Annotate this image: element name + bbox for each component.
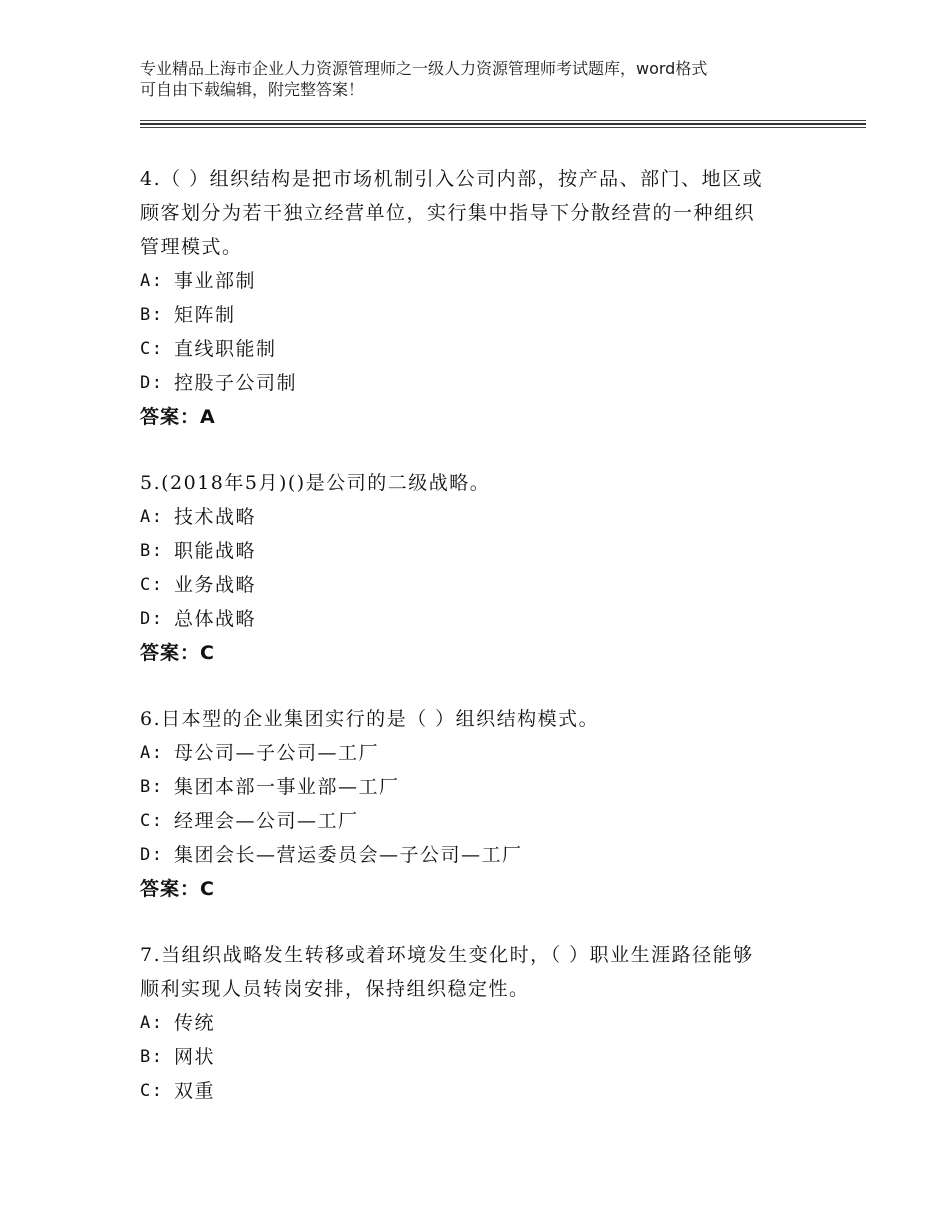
option-letter: A: — [140, 1013, 164, 1033]
header-rule-bottom — [140, 127, 866, 128]
option-row — [140, 264, 820, 298]
question-text-line: 4.（ ）组织结构是把市场机制引入公司内部，按产品、部门、地区或 — [140, 168, 764, 190]
option-row — [140, 838, 820, 872]
option-row — [140, 568, 820, 602]
option-text: 技术战略 — [174, 506, 257, 528]
option-row — [140, 602, 820, 636]
option-row — [140, 770, 820, 804]
option-row — [140, 534, 820, 568]
option-text: 双重 — [174, 1080, 216, 1102]
question-block — [140, 938, 820, 1108]
option-text: 母公司—子公司—工厂 — [174, 742, 380, 764]
question-text-line: 7.当组织战略发生转移或着环境发生变化时，（ ）职业生涯路径能够 — [140, 944, 754, 966]
option-text: 直线职能制 — [174, 338, 277, 360]
question-text-line: 6.日本型的企业集团实行的是（ ）组织结构模式。 — [140, 708, 600, 730]
option-letter: A: — [140, 271, 164, 291]
answer-line: 答案：C — [140, 642, 215, 664]
option-text: 总体战略 — [174, 608, 257, 630]
header-line-1: 专业精品上海市企业人力资源管理师之一级人力资源管理师考试题库，word格式 — [140, 59, 708, 78]
document-header — [140, 58, 810, 100]
option-letter: B: — [140, 305, 164, 325]
option-row — [140, 1040, 820, 1074]
option-letter: C: — [140, 1081, 164, 1101]
option-letter: A: — [140, 507, 164, 527]
option-letter: B: — [140, 541, 164, 561]
option-text: 矩阵制 — [174, 304, 236, 326]
option-text: 网状 — [174, 1046, 216, 1068]
option-letter: A: — [140, 743, 164, 763]
option-row — [140, 500, 820, 534]
option-text: 控股子公司制 — [174, 372, 298, 394]
option-row — [140, 1006, 820, 1040]
option-text: 职能战略 — [174, 540, 257, 562]
answer-line: 答案：C — [140, 878, 215, 900]
answer-line: 答案：A — [140, 406, 216, 428]
question-list — [140, 162, 820, 1140]
option-letter: D: — [140, 845, 164, 865]
question-block — [140, 162, 820, 434]
option-row — [140, 1074, 820, 1108]
option-text: 传统 — [174, 1012, 216, 1034]
option-letter: D: — [140, 373, 164, 393]
option-letter: B: — [140, 777, 164, 797]
option-text: 集团本部一事业部—工厂 — [174, 776, 400, 798]
option-row — [140, 332, 820, 366]
question-block — [140, 702, 820, 906]
header-rule-middle — [140, 123, 866, 125]
option-text: 集团会长—营运委员会—子公司—工厂 — [174, 844, 523, 866]
option-letter: C: — [140, 339, 164, 359]
option-row — [140, 804, 820, 838]
option-text: 事业部制 — [174, 270, 257, 292]
option-text: 业务战略 — [174, 574, 257, 596]
option-letter: D: — [140, 609, 164, 629]
option-letter: C: — [140, 811, 164, 831]
option-row — [140, 298, 820, 332]
option-row — [140, 736, 820, 770]
question-text-line: 顾客划分为若干独立经营单位，实行集中指导下分散经营的一种组织 — [140, 202, 756, 224]
option-letter: C: — [140, 575, 164, 595]
question-text-line: 5.(2018年5月)()是公司的二级战略。 — [140, 472, 491, 494]
header-rule-top — [140, 120, 866, 121]
question-block — [140, 466, 820, 670]
question-text-line: 顺利实现人员转岗安排，保持组织稳定性。 — [140, 978, 530, 1000]
option-text: 经理会—公司—工厂 — [174, 810, 359, 832]
option-row — [140, 366, 820, 400]
header-line-2: 可自由下载编辑，附完整答案！ — [140, 80, 365, 99]
option-letter: B: — [140, 1047, 164, 1067]
question-text-line: 管理模式。 — [140, 236, 243, 258]
